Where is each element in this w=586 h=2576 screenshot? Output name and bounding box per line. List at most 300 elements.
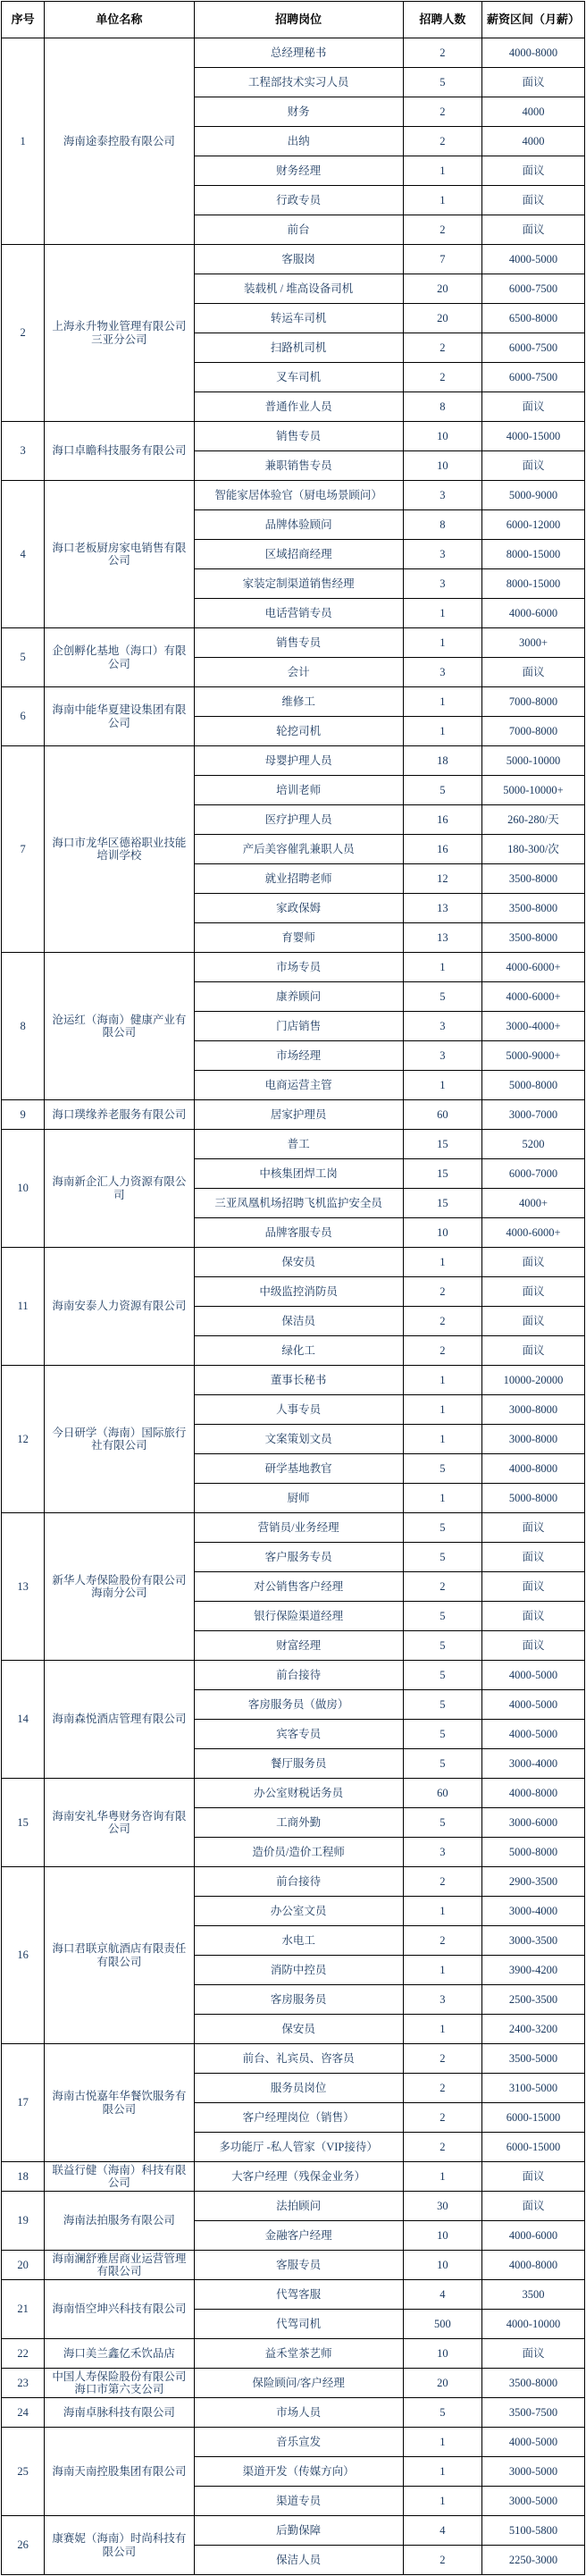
salary-cell: 3000-7000 [481,1100,584,1130]
count-cell: 15 [403,1189,481,1218]
table-row [2,2162,585,2192]
count-cell: 2 [403,38,481,68]
count-cell: 5 [403,776,481,805]
salary-cell: 3500-8000 [481,864,584,894]
company-index-cell: 22 [2,2339,45,2369]
count-cell: 16 [403,805,481,835]
salary-cell: 3500-5000 [481,2044,584,2074]
position-cell: 客户服务专员 [194,1543,403,1572]
company-name-cell: 海口市龙华区德裕职业技能培训学校 [45,746,194,953]
position-cell: 家装定制渠道销售经理 [194,569,403,599]
salary-cell: 6000-15000 [481,2103,584,2133]
salary-cell: 4000 [481,97,584,127]
salary-cell: 面议 [481,1336,584,1366]
table-row [2,1100,585,1130]
count-cell: 2 [403,2044,481,2074]
position-cell: 客房服务员 [194,1985,403,2015]
count-cell: 5 [403,1513,481,1543]
position-cell: 出纳 [194,127,403,156]
table-row [2,245,585,274]
company-index-cell: 12 [2,1366,45,1513]
count-cell: 10 [403,1218,481,1248]
salary-cell: 3000-4000 [481,1897,584,1926]
company-name-cell: 中国人寿保险股份有限公司海口市第六支公司 [45,2369,194,2398]
position-cell: 保洁人员 [194,2546,403,2575]
table-row [2,1248,585,1277]
count-cell: 1 [403,1956,481,1985]
position-cell: 餐厅服务员 [194,1749,403,1779]
position-cell: 法拍顾问 [194,2192,403,2221]
company-name-cell: 海口老板厨房家电销售有限公司 [45,481,194,628]
salary-cell: 3000+ [481,628,584,658]
position-cell: 董事长秘书 [194,1366,403,1395]
count-cell: 500 [403,2310,481,2339]
count-cell: 18 [403,746,481,776]
position-cell: 中级监控消防员 [194,1277,403,1307]
salary-cell: 4000-6000+ [481,1218,584,1248]
position-cell: 医疗护理人员 [194,805,403,835]
salary-cell: 3000-5000 [481,2487,584,2516]
company-index-cell: 25 [2,2428,45,2516]
company-index-cell: 18 [2,2162,45,2192]
count-cell: 10 [403,451,481,481]
salary-cell: 面议 [481,2339,584,2369]
position-cell: 保险顾问/客户经理 [194,2369,403,2398]
salary-cell: 4000-8000 [481,38,584,68]
salary-cell: 5100-5800 [481,2516,584,2546]
count-cell: 2 [403,1336,481,1366]
count-cell: 5 [403,1602,481,1631]
table-row [2,1661,585,1690]
count-cell: 1 [403,599,481,628]
position-cell: 金融客户经理 [194,2221,403,2251]
position-cell: 行政专员 [194,186,403,215]
position-cell: 前台接待 [194,1661,403,1690]
company-name-cell: 今日研学（海南）国际旅行社有限公司 [45,1366,194,1513]
position-cell: 绿化工 [194,1336,403,1366]
company-name-cell: 海南安泰人力资源有限公司 [45,1248,194,1366]
company-name-cell: 海南新企汇人力资源有限公司 [45,1130,194,1248]
count-cell: 15 [403,1159,481,1189]
table-row [2,746,585,776]
count-cell: 8 [403,392,481,422]
count-cell: 12 [403,864,481,894]
position-cell: 区域招商经理 [194,540,403,569]
salary-cell: 2250-3000 [481,2546,584,2575]
salary-cell: 2900-3500 [481,1867,584,1897]
company-name-cell: 海南中能华夏建设集团有限公司 [45,687,194,746]
company-index-cell: 1 [2,38,45,245]
salary-cell: 4000-8000 [481,2251,584,2280]
position-cell: 工程部技术实习人员 [194,68,403,97]
position-cell: 保安员 [194,1248,403,1277]
count-cell: 3 [403,1838,481,1867]
company-index-cell: 3 [2,422,45,481]
count-cell: 2 [403,1867,481,1897]
position-cell: 家政保姆 [194,894,403,923]
salary-cell: 面议 [481,215,584,245]
count-cell: 1 [403,953,481,982]
table-row [2,2369,585,2398]
salary-cell: 4000-5000 [481,2428,584,2457]
position-cell: 前台 [194,215,403,245]
count-cell: 3 [403,569,481,599]
company-name-cell: 新华人寿保险股份有限公司海南分公司 [45,1513,194,1661]
company-name-cell: 海南古悦嘉年华餐饮服务有限公司 [45,2044,194,2162]
table-row [2,1779,585,1808]
count-cell: 5 [403,982,481,1012]
count-cell: 1 [403,2457,481,2487]
company-name-cell: 海南法拍服务有限公司 [45,2192,194,2251]
salary-cell: 3500-8000 [481,923,584,953]
company-index-cell: 26 [2,2516,45,2575]
position-cell: 三亚凤凰机场招聘飞机监护安全员 [194,1189,403,1218]
count-cell: 5 [403,68,481,97]
count-cell: 5 [403,2398,481,2428]
company-name-cell: 海口卓瞻科技服务有限公司 [45,422,194,481]
count-cell: 3 [403,1012,481,1041]
table-row [2,2516,585,2546]
position-cell: 厨师 [194,1484,403,1513]
count-cell: 30 [403,2192,481,2221]
salary-cell: 面议 [481,1307,584,1336]
position-cell: 对公销售客户经理 [194,1572,403,1602]
position-cell: 销售专员 [194,628,403,658]
count-cell: 1 [403,1248,481,1277]
salary-cell: 5200 [481,1130,584,1159]
count-cell: 5 [403,1543,481,1572]
table-body [2,38,585,2575]
position-cell: 电话营销专员 [194,599,403,628]
table-row [2,481,585,510]
count-cell: 10 [403,2339,481,2369]
count-cell: 3 [403,481,481,510]
salary-cell: 3000-3500 [481,1926,584,1956]
position-cell: 财富经理 [194,1631,403,1661]
count-cell: 13 [403,923,481,953]
count-cell: 2 [403,1277,481,1307]
salary-cell: 180-300/次 [481,835,584,864]
salary-cell: 2400-3200 [481,2015,584,2044]
salary-cell: 3000-4000 [481,1749,584,1779]
count-cell: 15 [403,1130,481,1159]
position-cell: 普工 [194,1130,403,1159]
salary-cell: 6000-7500 [481,333,584,363]
salary-cell: 3900-4200 [481,1956,584,1985]
salary-cell: 面议 [481,1543,584,1572]
position-cell: 市场经理 [194,1041,403,1071]
position-cell: 居家护理员 [194,1100,403,1130]
salary-cell: 8000-15000 [481,569,584,599]
salary-cell: 6000-15000 [481,2133,584,2162]
table-row [2,1130,585,1159]
salary-cell: 5000-10000 [481,746,584,776]
count-cell: 5 [403,1808,481,1838]
salary-cell: 面议 [481,1572,584,1602]
position-cell: 水电工 [194,1926,403,1956]
company-index-cell: 11 [2,1248,45,1366]
salary-cell: 5000-9000+ [481,1041,584,1071]
salary-cell: 10000-20000 [481,1366,584,1395]
salary-cell: 5000-9000 [481,481,584,510]
count-cell: 1 [403,1425,481,1454]
salary-cell: 面议 [481,1602,584,1631]
salary-cell: 4000-6000+ [481,982,584,1012]
table-row [2,2339,585,2369]
count-cell: 4 [403,2280,481,2310]
count-cell: 2 [403,2546,481,2575]
salary-cell: 3500-8000 [481,2369,584,2398]
company-name-cell: 海口君联京航酒店有限责任有限公司 [45,1867,194,2044]
count-cell: 1 [403,186,481,215]
salary-cell: 面议 [481,2192,584,2221]
salary-cell: 4000+ [481,1189,584,1218]
table-row [2,953,585,982]
position-cell: 宾客专员 [194,1720,403,1749]
count-cell: 10 [403,2221,481,2251]
count-cell: 1 [403,1484,481,1513]
salary-cell: 面议 [481,2162,584,2192]
position-cell: 门店销售 [194,1012,403,1041]
position-cell: 保安员 [194,2015,403,2044]
company-index-cell: 13 [2,1513,45,1661]
salary-cell: 3000-6000 [481,1808,584,1838]
table-row [2,1867,585,1897]
position-cell: 渠道开发（传媒方向） [194,2457,403,2487]
position-cell: 叉车司机 [194,363,403,392]
table-row [2,1513,585,1543]
count-cell: 2 [403,2074,481,2103]
position-cell: 办公室财税话务员 [194,1779,403,1808]
position-cell: 轮挖司机 [194,717,403,746]
count-cell: 2 [403,127,481,156]
salary-cell: 7000-8000 [481,687,584,717]
position-cell: 培训老师 [194,776,403,805]
position-cell: 品牌体验顾问 [194,510,403,540]
count-cell: 2 [403,97,481,127]
position-cell: 大客户经理（残保金业务） [194,2162,403,2192]
position-cell: 中核集团焊工岗 [194,1159,403,1189]
position-cell: 营销员/业务经理 [194,1513,403,1543]
table-row [2,2251,585,2280]
count-cell: 5 [403,1749,481,1779]
count-cell: 3 [403,1041,481,1071]
count-cell: 1 [403,628,481,658]
salary-cell: 3500-7500 [481,2398,584,2428]
company-index-cell: 7 [2,746,45,953]
company-index-cell: 20 [2,2251,45,2280]
salary-cell: 2500-3500 [481,1985,584,2015]
salary-cell: 3000-8000 [481,1395,584,1425]
company-name-cell: 海南途泰控股有限公司 [45,38,194,245]
company-index-cell: 6 [2,687,45,746]
position-cell: 音乐宣发 [194,2428,403,2457]
position-cell: 装载机 / 堆高设备司机 [194,274,403,304]
header-count: 招聘人数 [403,2,481,38]
header-salary: 薪资区间（月薪） [481,2,584,38]
count-cell: 2 [403,215,481,245]
salary-cell: 面议 [481,658,584,687]
salary-cell: 4000-8000 [481,1454,584,1484]
company-name-cell: 海南澜舒雅居商业运营管理有限公司 [45,2251,194,2280]
salary-cell: 3100-5000 [481,2074,584,2103]
count-cell: 2 [403,1307,481,1336]
count-cell: 13 [403,894,481,923]
count-cell: 2 [403,333,481,363]
position-cell: 康养顾问 [194,982,403,1012]
recruitment-table [1,1,585,2575]
salary-cell: 面议 [481,392,584,422]
header-company: 单位名称 [45,2,194,38]
count-cell: 10 [403,422,481,451]
position-cell: 普通作业人员 [194,392,403,422]
position-cell: 研学基地教官 [194,1454,403,1484]
count-cell: 1 [403,2428,481,2457]
company-name-cell: 海南森悦酒店管理有限公司 [45,1661,194,1779]
count-cell: 1 [403,2487,481,2516]
salary-cell: 3500 [481,2280,584,2310]
company-index-cell: 19 [2,2192,45,2251]
company-index-cell: 15 [2,1779,45,1867]
company-index-cell: 16 [2,1867,45,2044]
company-name-cell: 联益行健（海南）科技有限公司 [45,2162,194,2192]
salary-cell: 4000-6000+ [481,953,584,982]
position-cell: 服务员岗位 [194,2074,403,2103]
position-cell: 销售专员 [194,422,403,451]
company-index-cell: 2 [2,245,45,422]
table-header [2,2,585,38]
count-cell: 5 [403,1720,481,1749]
count-cell: 1 [403,687,481,717]
table-row [2,422,585,451]
company-name-cell: 康赛妮（海南）时尚科技有限公司 [45,2516,194,2575]
position-cell: 后勤保障 [194,2516,403,2546]
company-index-cell: 21 [2,2280,45,2339]
position-cell: 客服岗 [194,245,403,274]
salary-cell: 4000-8000 [481,1779,584,1808]
position-cell: 多功能厅 -私人管家（VIP接待） [194,2133,403,2162]
count-cell: 1 [403,1395,481,1425]
count-cell: 5 [403,1690,481,1720]
position-cell: 代驾司机 [194,2310,403,2339]
position-cell: 前台、礼宾员、咨客员 [194,2044,403,2074]
position-cell: 育婴师 [194,923,403,953]
salary-cell: 5000-8000 [481,1484,584,1513]
position-cell: 客房服务员（做房） [194,1690,403,1720]
company-name-cell: 企创孵化基地（海口）有限公司 [45,628,194,687]
count-cell: 1 [403,1071,481,1100]
position-cell: 前台接待 [194,1867,403,1897]
salary-cell: 4000-5000 [481,1720,584,1749]
salary-cell: 4000-15000 [481,422,584,451]
table-row [2,2280,585,2310]
salary-cell: 6500-8000 [481,304,584,333]
company-name-cell: 海南安礼华粤财务咨询有限公司 [45,1779,194,1867]
count-cell: 2 [403,1572,481,1602]
count-cell: 1 [403,2015,481,2044]
count-cell: 1 [403,2162,481,2192]
position-cell: 就业招聘老师 [194,864,403,894]
salary-cell: 3500-8000 [481,894,584,923]
count-cell: 1 [403,1366,481,1395]
position-cell: 办公室文员 [194,1897,403,1926]
salary-cell: 5000-10000+ [481,776,584,805]
salary-cell: 8000-15000 [481,540,584,569]
count-cell: 20 [403,2369,481,2398]
position-cell: 扫路机司机 [194,333,403,363]
salary-cell: 4000 [481,127,584,156]
salary-cell: 6000-7500 [481,363,584,392]
company-name-cell: 海口美兰鑫亿禾饮品店 [45,2339,194,2369]
position-cell: 总经理秘书 [194,38,403,68]
salary-cell: 4000-10000 [481,2310,584,2339]
position-cell: 客户经理岗位（销售） [194,2103,403,2133]
count-cell: 5 [403,1454,481,1484]
count-cell: 5 [403,1631,481,1661]
position-cell: 母婴护理人员 [194,746,403,776]
position-cell: 保洁员 [194,1307,403,1336]
company-name-cell: 海南天南控股集团有限公司 [45,2428,194,2516]
position-cell: 财务经理 [194,156,403,186]
company-index-cell: 14 [2,1661,45,1779]
position-cell: 人事专员 [194,1395,403,1425]
position-cell: 工商外勤 [194,1808,403,1838]
salary-cell: 面议 [481,1248,584,1277]
company-index-cell: 17 [2,2044,45,2162]
header-index: 序号 [2,2,45,38]
salary-cell: 面议 [481,186,584,215]
position-cell: 转运车司机 [194,304,403,333]
table-row [2,2398,585,2428]
company-index-cell: 9 [2,1100,45,1130]
position-cell: 客服专员 [194,2251,403,2280]
table-row [2,687,585,717]
company-name-cell: 海南悟空坤兴科技有限公司 [45,2280,194,2339]
position-cell: 兼职销售专员 [194,451,403,481]
count-cell: 4 [403,2516,481,2546]
count-cell: 20 [403,304,481,333]
company-index-cell: 4 [2,481,45,628]
company-index-cell: 10 [2,1130,45,1248]
position-cell: 维修工 [194,687,403,717]
company-index-cell: 8 [2,953,45,1100]
salary-cell: 3000-4000+ [481,1012,584,1041]
table-row [2,2428,585,2457]
salary-cell: 3000-8000 [481,1425,584,1454]
salary-cell: 面议 [481,156,584,186]
salary-cell: 4000-5000 [481,245,584,274]
salary-cell: 面议 [481,451,584,481]
table-row [2,628,585,658]
count-cell: 1 [403,156,481,186]
count-cell: 5 [403,1661,481,1690]
company-name-cell: 沧运红（海南）健康产业有限公司 [45,953,194,1100]
count-cell: 7 [403,245,481,274]
count-cell: 8 [403,510,481,540]
company-name-cell: 海口璞缘养老服务有限公司 [45,1100,194,1130]
count-cell: 10 [403,2251,481,2280]
salary-cell: 面议 [481,1631,584,1661]
salary-cell: 5000-8000 [481,1071,584,1100]
salary-cell: 4000-5000 [481,1661,584,1690]
position-cell: 造价员/造价工程师 [194,1838,403,1867]
position-cell: 益禾堂茶艺师 [194,2339,403,2369]
position-cell: 文案策划文员 [194,1425,403,1454]
salary-cell: 面议 [481,1277,584,1307]
position-cell: 代驾客服 [194,2280,403,2310]
company-index-cell: 5 [2,628,45,687]
count-cell: 2 [403,2103,481,2133]
